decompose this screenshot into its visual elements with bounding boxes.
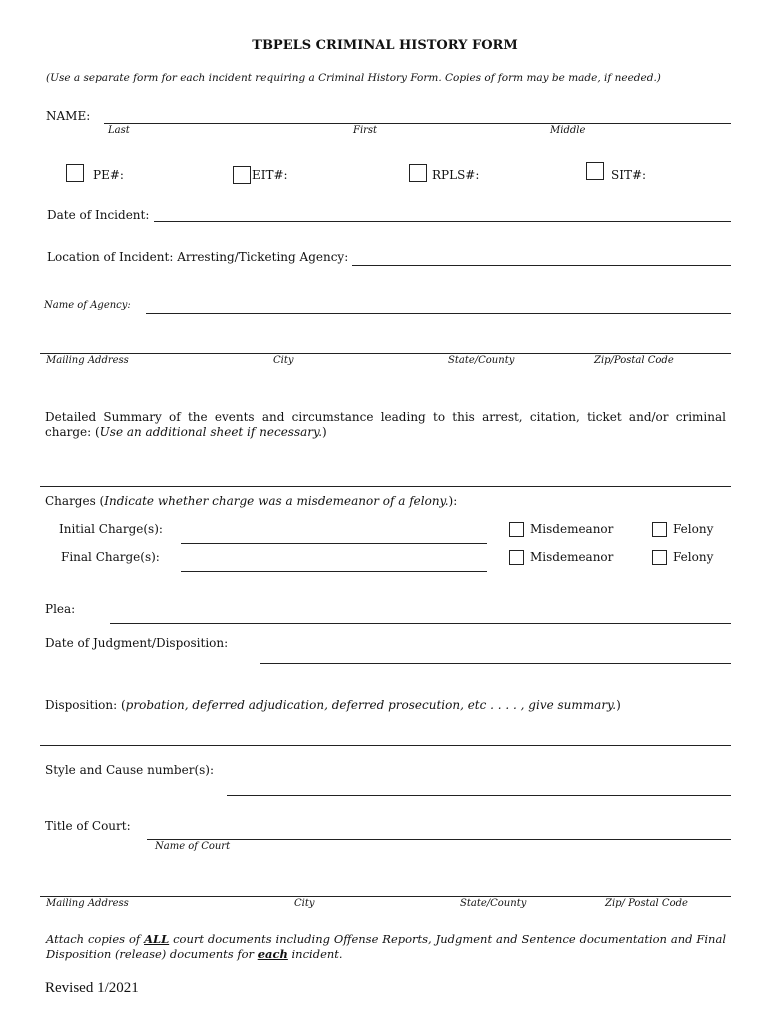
- name-of-agency-input[interactable]: [148, 296, 730, 314]
- address1-zip-caption: Zip/Postal Code: [594, 355, 674, 366]
- date-of-incident-input[interactable]: [156, 204, 730, 222]
- disposition-input[interactable]: [42, 727, 730, 745]
- final-felony-checkbox[interactable]: [652, 550, 667, 565]
- final-misdemeanor-checkbox[interactable]: [509, 550, 524, 565]
- name-first-caption: First: [353, 125, 378, 136]
- summary-line: [40, 486, 731, 487]
- address1-input[interactable]: [42, 336, 730, 354]
- disposition-line: [40, 745, 731, 746]
- date-of-incident-label: Date of Incident:: [47, 208, 150, 222]
- sit-checkbox[interactable]: [586, 162, 604, 180]
- name-of-agency-label: Name of Agency:: [44, 300, 131, 311]
- location-label: Location of Incident: Arresting/Ticketing Agency:: [47, 250, 349, 264]
- eit-label: EIT#:: [252, 168, 288, 182]
- form-instructions: (Use a separate form for each incident requiring a Criminal History Form. Copies of form may be made, if needed.): [46, 72, 661, 84]
- agency-input[interactable]: [354, 248, 730, 266]
- address1-state-caption: State/County: [448, 355, 515, 366]
- name-last-caption: Last: [108, 125, 130, 136]
- initial-misdemeanor-checkbox[interactable]: [509, 522, 524, 537]
- name-label: NAME:: [46, 109, 91, 123]
- initial-felony-checkbox[interactable]: [652, 522, 667, 537]
- title-of-court-label: Title of Court:: [45, 819, 131, 833]
- final-felony-label: Felony: [673, 550, 714, 564]
- charges-label: Charges (Indicate whether charge was a misdemeanor of a felony.):: [45, 494, 458, 508]
- initial-charge-input[interactable]: [183, 526, 487, 544]
- form-title: TBPELS CRIMINAL HISTORY FORM: [252, 38, 518, 53]
- style-cause-label: Style and Cause number(s):: [45, 763, 215, 777]
- pe-checkbox[interactable]: [66, 164, 84, 182]
- address1-city-caption: City: [273, 355, 294, 366]
- address2-input[interactable]: [42, 879, 730, 897]
- initial-misdemeanor-label: Misdemeanor: [530, 522, 614, 536]
- name-of-court-caption: Name of Court: [155, 841, 231, 852]
- summary-text: Detailed Summary of the events and circumstance leading to this arrest, citation, ticket and/or criminal charge: (Use an additional sheet if necessary.): [45, 410, 726, 439]
- address2-city-caption: City: [294, 898, 315, 909]
- plea-label: Plea:: [45, 602, 76, 616]
- name-input[interactable]: [106, 106, 730, 124]
- style-cause-input[interactable]: [229, 778, 730, 796]
- disposition-label: Disposition: (probation, deferred adjudication, deferred prosecution, etc . . . . , give summary.): [45, 698, 621, 712]
- initial-felony-label: Felony: [673, 522, 714, 536]
- revised-date: Revised 1/2021: [45, 980, 139, 996]
- address2-mailing-caption: Mailing Address: [46, 898, 129, 909]
- sit-label: SIT#:: [611, 168, 647, 182]
- address1-mailing-caption: Mailing Address: [46, 355, 129, 366]
- date-judgment-input[interactable]: [262, 646, 730, 664]
- plea-input[interactable]: [112, 606, 730, 624]
- final-charge-label: Final Charge(s):: [61, 550, 160, 564]
- name-middle-caption: Middle: [550, 125, 586, 136]
- rpls-label: RPLS#:: [432, 168, 480, 182]
- eit-checkbox[interactable]: [233, 166, 251, 184]
- address2-state-caption: State/County: [460, 898, 527, 909]
- pe-label: PE#:: [93, 168, 124, 182]
- summary-input[interactable]: [42, 466, 730, 484]
- title-of-court-input[interactable]: [149, 822, 730, 840]
- final-charge-input[interactable]: [183, 554, 487, 572]
- final-misdemeanor-label: Misdemeanor: [530, 550, 614, 564]
- date-judgment-label: Date of Judgment/Disposition:: [45, 636, 229, 650]
- rpls-checkbox[interactable]: [409, 164, 427, 182]
- address2-zip-caption: Zip/ Postal Code: [605, 898, 688, 909]
- initial-charge-label: Initial Charge(s):: [59, 522, 163, 536]
- attach-note: Attach copies of ALL court documents including Offense Reports, Judgment and Sentence documentation and Final Disposition (release) documents for each incident.: [46, 932, 726, 961]
